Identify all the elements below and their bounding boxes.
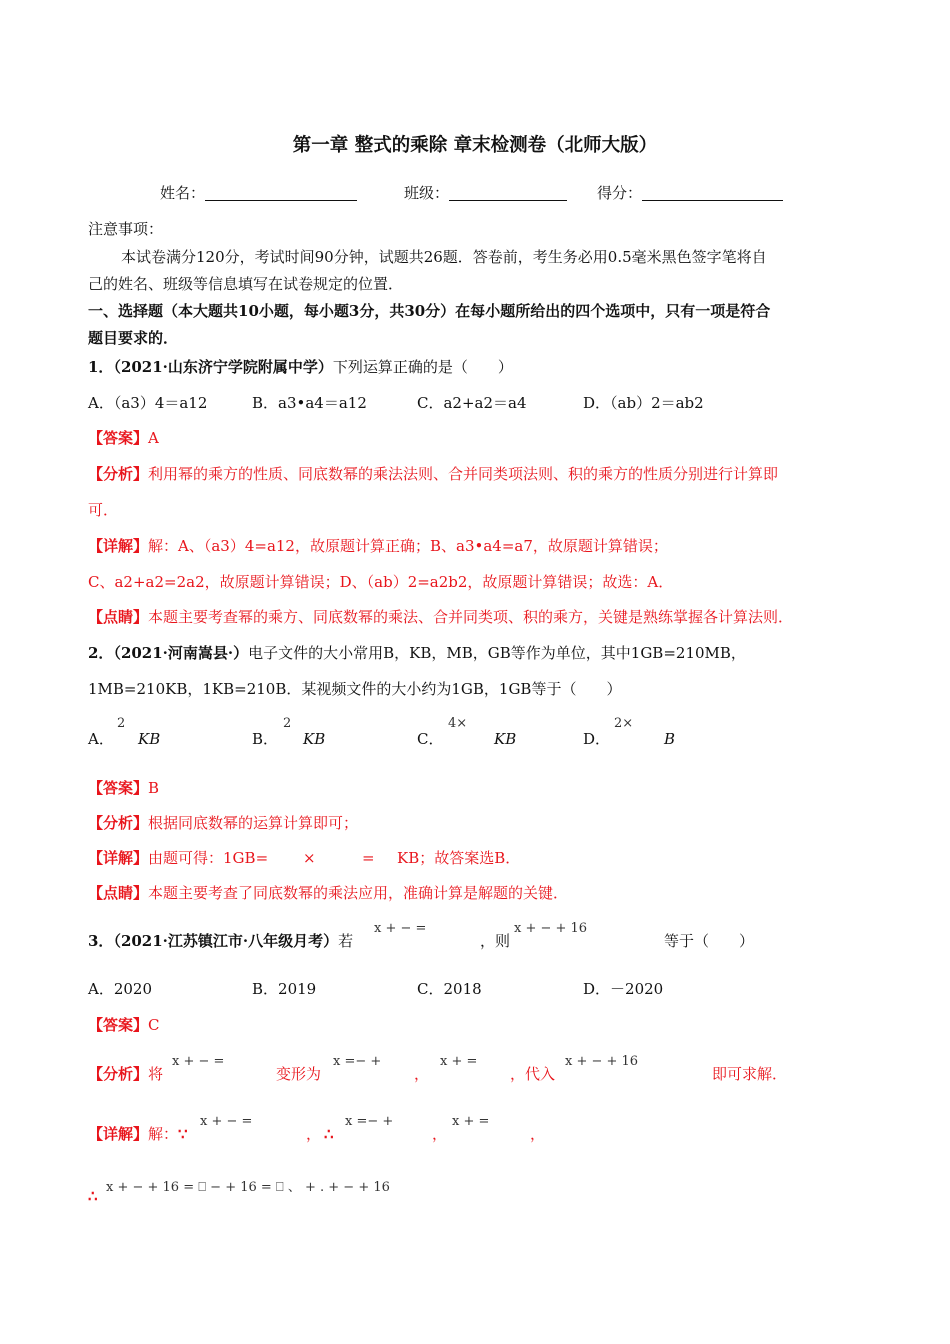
q1-analysis-text: 利用幂的乘方的性质、同底数幂的乘法法则、合并同类项法则、积的乘方的性质分别进行计算即 (148, 465, 779, 483)
q2-option-c-label: C． (417, 730, 444, 748)
q1-answer-value: A (148, 429, 159, 447)
q3-analysis-expr-2: x =− + (333, 1054, 382, 1069)
q3-analysis-expr-1: x + − = (172, 1054, 225, 1069)
q3-analysis-expr-3: x + = (440, 1054, 478, 1069)
answer-tag: 【答案】 (88, 429, 149, 447)
q2-option-b-sup: 2 (283, 716, 292, 731)
q3-detail-comma-2: ， (432, 1125, 448, 1143)
notes-line-1: 本试卷满分120分，考试时间90分钟，试题共26题．答卷前，考生务必用0.5毫米黑色签字笔将自 (121, 248, 767, 266)
question-3-ruo: 若 (338, 932, 354, 950)
q3-detail-comma-3: ， (530, 1125, 546, 1143)
comment-tag: 【点睛】 (88, 884, 149, 902)
q2-option-a-sup: 2 (117, 716, 126, 731)
q3-answer-value: C (148, 1016, 160, 1034)
q1-analysis (88, 463, 778, 485)
answer-tag: 【答案】 (88, 1016, 149, 1034)
q3-detail-jie: 解： (148, 1125, 179, 1143)
q1-option-d[interactable]: D．（ab）2＝ab2 (583, 394, 704, 412)
q2-detail-eq: = (362, 849, 375, 867)
detail-tag: 【详解】 (88, 849, 149, 867)
q3-expression-2: x + − + 16 (514, 921, 588, 936)
q1-detail (88, 535, 668, 557)
q3-detail-expr-3: x + = (452, 1114, 490, 1129)
because-symbol: ∵ (178, 1125, 188, 1143)
q3-option-c[interactable]: C．2018 (417, 980, 482, 998)
question-1-stem (88, 356, 513, 378)
q3-expression-1: x + − = (374, 921, 427, 936)
section-heading-1: 一、选择题（本大题共10小题，每小题3分，共30分）在每小题所给出的四个选项中，只有一项是符合 (88, 302, 771, 320)
q3-detail-comma-1: ， (306, 1125, 322, 1143)
q2-option-c-unit: KB (494, 730, 517, 748)
q2-option-b-label: B． (252, 730, 279, 748)
q3-analysis-bianxing: 变形为 (276, 1065, 322, 1083)
q3-option-b[interactable]: B．2019 (252, 980, 317, 998)
q3-answer (88, 1014, 160, 1036)
question-2-number: 2． (88, 644, 114, 662)
question-1-source: （2021·山东济宁学院附属中学） (113, 358, 333, 376)
question-3-stem (88, 930, 353, 952)
q2-option-a[interactable] (88, 728, 114, 750)
q3-analysis-expr-4: x + − + 16 (565, 1054, 639, 1069)
q3-analysis-dairu: ，代入 (510, 1065, 556, 1083)
q2-detail-suffix: KB；故答案选B． (397, 849, 521, 867)
analysis-tag: 【分析】 (88, 1065, 149, 1083)
q1-detail-text: 解：A、（a3）4=a12，故原题计算正确；B、a3•a4=a7，故原题计算错误； (148, 537, 668, 555)
q1-comment (88, 606, 793, 628)
q3-analysis (88, 1063, 163, 1085)
q3-dengyu: 等于（ ） (664, 932, 755, 950)
section-heading-2: 题目要求的． (88, 329, 179, 347)
q2-analysis-text: 根据同底数幂的运算计算即可； (148, 814, 359, 832)
question-3-number: 3． (88, 932, 114, 950)
analysis-tag: 【分析】 (88, 814, 149, 832)
therefore-symbol-2: ∴ (88, 1187, 98, 1205)
detail-tag: 【详解】 (88, 537, 149, 555)
q1-option-c[interactable]: C．a2+a2＝a4 (417, 394, 527, 412)
analysis-tag: 【分析】 (88, 465, 149, 483)
q3-option-d[interactable]: D．－2020 (583, 980, 664, 998)
q3-analysis-comma: ， (414, 1065, 430, 1083)
q1-analysis-line-2: 可． (88, 501, 119, 519)
q3-detail-expr-2: x =− + (345, 1114, 394, 1129)
q2-option-d[interactable] (583, 728, 610, 750)
page-title: 第一章 整式的乘除 章末检测卷（北师大版） (292, 135, 658, 156)
q3-detail (88, 1123, 188, 1145)
q2-option-b-unit: KB (303, 730, 326, 748)
q1-option-a[interactable]: A．（a3）4＝a12 (88, 394, 208, 412)
q1-comment-text: 本题主要考查幂的乘方、同底数幂的乘法、合并同类项、积的乘方，关键是熟练掌握各计算法则． (148, 608, 794, 626)
detail-tag: 【详解】 (88, 1125, 149, 1143)
name-field[interactable] (160, 182, 357, 204)
q2-detail-prefix: 由题可得：1GB= (148, 849, 269, 867)
q2-option-a-label: A． (88, 730, 114, 748)
q2-option-a-unit: KB (138, 730, 161, 748)
q2-option-c-sup: 4× (448, 716, 468, 731)
notes-title: 注意事项： (88, 220, 164, 238)
q2-option-d-unit: B (664, 730, 676, 748)
question-3-source: （2021·江苏镇江市·八年级月考） (113, 932, 339, 950)
question-1-number: 1． (88, 358, 114, 376)
q2-option-d-sup: 2× (614, 716, 634, 731)
notes-line-2: 己的姓名、班级等信息填写在试卷规定的位置． (88, 275, 404, 293)
q3-final-expression: x + − + 16 = ⎕ − + 16 = ⎕ 、 + . + − + 16 (106, 1180, 390, 1195)
question-2-source: （2021·河南嵩县·） (113, 644, 249, 662)
q2-analysis (88, 812, 358, 834)
answer-tag: 【答案】 (88, 779, 149, 797)
q2-comment-text: 本题主要考查了同底数幂的乘法应用，准确计算是解题的关键． (148, 884, 569, 902)
question-1-text: 下列运算正确的是（ ） (332, 358, 513, 376)
q2-option-c[interactable] (417, 728, 443, 750)
q3-ze: ，则 (480, 932, 511, 950)
q2-answer (88, 777, 159, 799)
q2-option-b[interactable] (252, 728, 278, 750)
score-field[interactable] (597, 182, 783, 204)
q2-comment (88, 882, 568, 904)
class-label: 班级： (404, 184, 450, 202)
name-label: 姓名： (160, 184, 206, 202)
q3-analysis-jiang: 将 (148, 1065, 164, 1083)
comment-tag: 【点睛】 (88, 608, 149, 626)
q1-answer (88, 427, 159, 449)
class-field[interactable] (404, 182, 567, 204)
q2-detail-times: × (303, 849, 316, 867)
question-2-text: 电子文件的大小常用B，KB，MB，GB等作为单位，其中1GB=210MB， (248, 644, 746, 662)
q2-option-d-label: D． (583, 730, 611, 748)
q2-answer-value: B (148, 779, 160, 797)
question-2-text-line-2: 1MB=210KB，1KB=210B．某视频文件的大小约为1GB，1GB等于（ ） (88, 680, 622, 698)
therefore-symbol: ∴ (324, 1125, 334, 1143)
question-2-stem (88, 642, 746, 664)
q3-option-a[interactable]: A．2020 (88, 980, 153, 998)
q3-detail-expr-1: x + − = (200, 1114, 253, 1129)
q1-detail-line-2: C、a2+a2=2a2，故原题计算错误；D、（ab）2=a2b2，故原题计算错误；故选：A． (88, 573, 674, 591)
q3-analysis-end: 即可求解． (712, 1065, 788, 1083)
score-label: 得分： (597, 184, 643, 202)
q1-option-b[interactable]: B．a3•a4＝a12 (252, 394, 367, 412)
q2-detail (88, 847, 268, 869)
